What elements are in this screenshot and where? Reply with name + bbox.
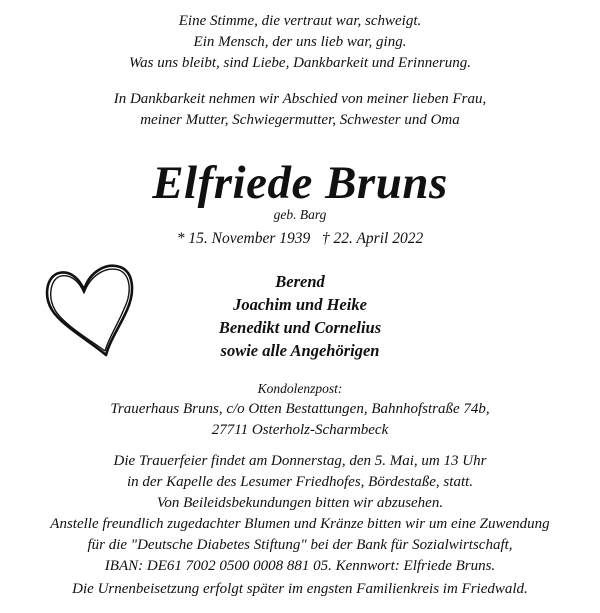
family-member: Berend (275, 272, 325, 291)
condolence-address (0, 399, 600, 441)
urn-burial-note: Die Urnenbeisetzung erfolgt später im engsten Familienkreis im Friedwald. (72, 581, 528, 597)
memorial-poem (0, 11, 600, 74)
address-line: 27711 Osterholz-Scharmbeck (211, 422, 389, 438)
address-line: Trauerhaus Bruns, c/o Otten Bestattungen, Bahnhofstraße 74b, (110, 401, 490, 417)
funeral-service-info (0, 451, 600, 514)
heart-outline-icon (43, 260, 138, 360)
poem-line: Ein Mensch, der uns lieb war, ging. (193, 34, 407, 50)
service-line: Die Trauerfeier findet am Donnerstag, den 5. Mai, um 13 Uhr (113, 453, 487, 469)
donation-request (0, 514, 600, 577)
family-member: Benedikt und Cornelius (218, 318, 382, 337)
poem-line: Was uns bleibt, sind Liebe, Dankbarkeit und Erinnerung. (129, 55, 471, 71)
bereaved-family (150, 270, 450, 362)
donation-line: für die "Deutsche Diabetes Stiftung" bei der Bank für Sozialwirtschaft, (87, 537, 513, 553)
maiden-name: geb. Barg (273, 207, 327, 222)
family-member: Joachim und Heike (233, 295, 367, 314)
family-member: sowie alle Angehörigen (220, 341, 380, 360)
donation-line: IBAN: DE61 7002 0500 0008 881 05. Kennwort: Elfriede Bruns. (104, 558, 496, 574)
intro-line: In Dankbarkeit nehmen wir Abschied von meiner lieben Frau, (113, 91, 487, 107)
service-line: Von Beileidsbekundungen bitten wir abzusehen. (156, 495, 444, 511)
service-line: in der Kapelle des Lesumer Friedhofes, Bördestaße, statt. (126, 474, 474, 490)
donation-line: Anstelle freundlich zugedachter Blumen und Kränze bitten wir um eine Zuwendung (50, 516, 550, 532)
intro-line: meiner Mutter, Schwiegermutter, Schwester und Oma (140, 112, 460, 128)
deceased-name: Elfriede Bruns (152, 157, 448, 209)
farewell-intro (0, 89, 600, 131)
life-dates: * 15. November 1939 † 22. April 2022 (176, 230, 424, 247)
condolence-label: Kondolenzpost: (257, 381, 343, 396)
poem-line: Eine Stimme, die vertraut war, schweigt. (178, 13, 422, 29)
